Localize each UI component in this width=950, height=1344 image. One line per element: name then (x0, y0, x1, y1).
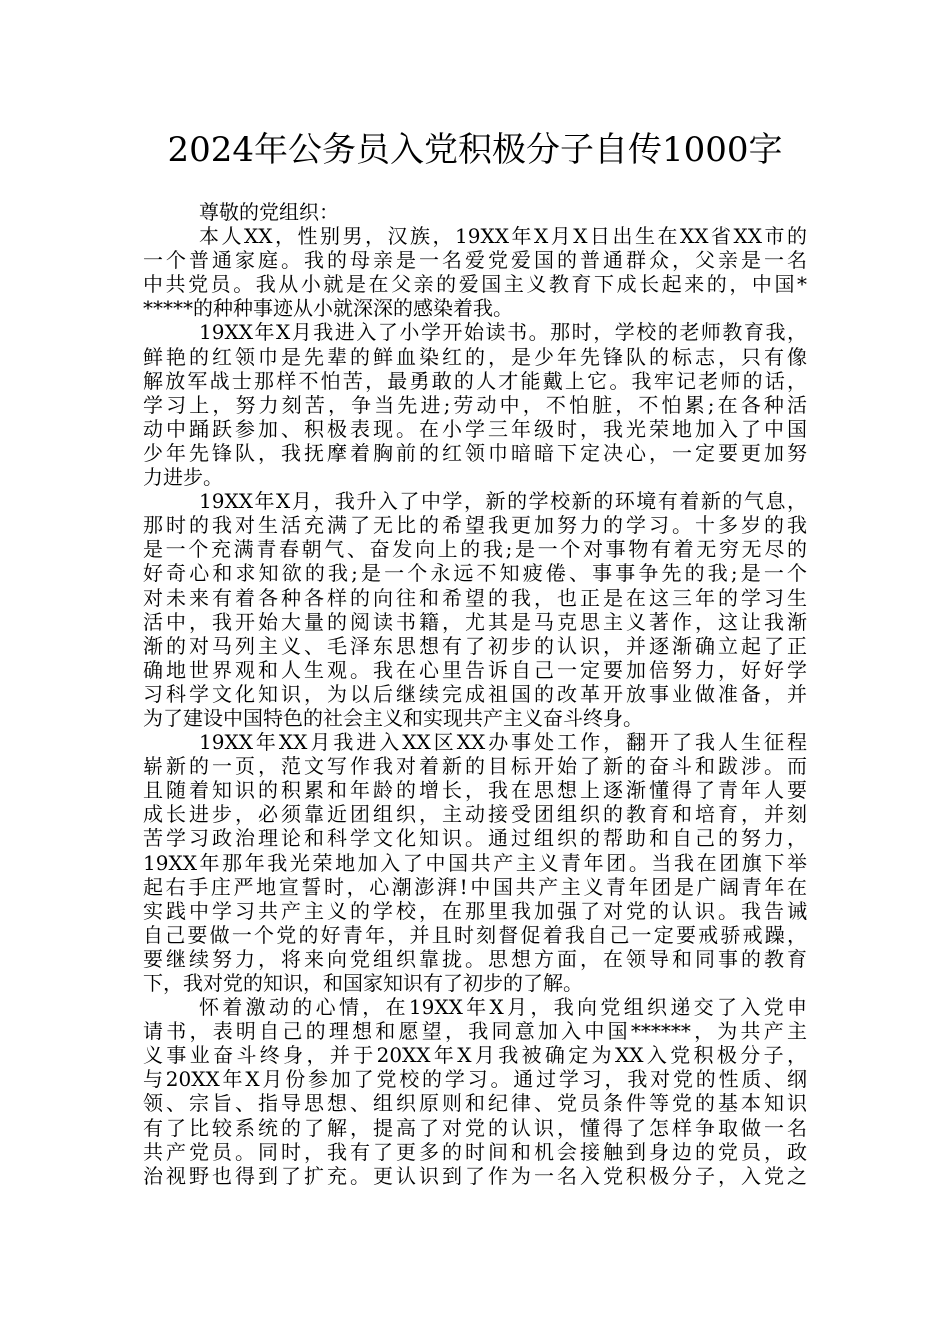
text-line: 为了建设中国特色的社会主义和实现共产主义奋斗终身。 (143, 705, 643, 730)
text-line: 学习上，努力刻苦，争当先进;劳动中，不怕脏，不怕累;在各种活 (143, 392, 807, 417)
text-line: 好奇心和求知欲的我;是一个永远不知疲倦、事事争先的我;是一个 (143, 561, 807, 586)
text-line: 一个普通家庭。我的母亲是一名爱党爱国的普通群众，父亲是一名 (143, 248, 807, 273)
text-line: 治视野也得到了扩充。更认识到了作为一名入党积极分子，入党之 (143, 1163, 807, 1188)
document-body (143, 200, 807, 1188)
text-line: 是一个充满青春朝气、奋发向上的我;是一个对事物有着无穷无尽的 (143, 537, 807, 562)
text-line: 本人XX，性别男，汉族，19XX年X月X日出生在XX省XX市的 (199, 224, 807, 249)
text-line: 下，我对党的知识，和国家知识有了初步的了解。 (143, 971, 583, 995)
text-line: 怀着激动的心情，在19XX年X月，我向党组织递交了入党申 (199, 995, 807, 1020)
text-line: 自己要做一个党的好青年，并且时刻督促着我自己一定要戒骄戒躁， (143, 922, 807, 947)
text-line: 活中，我开始大量的阅读书籍，尤其是马克思主义著作，这让我渐 (143, 609, 807, 634)
text-line: 有了比较系统的了解，提高了对党的认识，懂得了怎样争取做一名 (143, 1115, 807, 1140)
text-line: 那时的我对生活充满了无比的希望我更加努力的学习。十多岁的我 (143, 513, 807, 538)
text-line: 苦学习政治理论和科学文化知识。通过组织的帮助和自己的努力， (143, 826, 807, 851)
text-line: 19XX年那年我光荣地加入了中国共产主义青年团。当我在团旗下举 (143, 850, 807, 875)
text-line: *****的种种事迹从小就深深的感染着我。 (143, 296, 513, 321)
text-line: 对未来有着各种各样的向往和希望的我，也正是在这三年的学习生 (143, 585, 807, 610)
text-line: 19XX年XX月我进入XX区XX办事处工作，翻开了我人生征程 (199, 730, 807, 755)
text-line: 尊敬的党组织： (199, 200, 339, 224)
text-line: 19XX年X月，我升入了中学，新的学校新的环境有着新的气息， (199, 489, 807, 514)
text-line: 解放军战士那样不怕苦，最勇敢的人才能戴上它。我牢记老师的话， (143, 368, 807, 393)
text-line: 19XX年X月我进入了小学开始读书。那时，学校的老师教育我， (199, 320, 807, 345)
text-line: 且随着知识的积累和年龄的增长，我在思想上逐渐懂得了青年人要 (143, 778, 807, 803)
text-line: 渐的对马列主义、毛泽东思想有了初步的认识，并逐渐确立起了正 (143, 633, 807, 658)
text-line: 力进步。 (143, 465, 223, 490)
text-line: 崭新的一页，范文写作我对着新的目标开始了新的奋斗和跋涉。而 (143, 754, 807, 779)
text-line: 鲜艳的红领巾是先辈的鲜血染红的，是少年先锋队的标志，只有像 (143, 344, 807, 369)
text-line: 动中踊跃参加、积极表现。在小学三年级时，我光荣地加入了中国 (143, 416, 807, 441)
text-line: 共产党员。同时，我有了更多的时间和机会接触到身边的党员，政 (143, 1139, 807, 1164)
text-line: 请书，表明自己的理想和愿望，我同意加入中国******，为共产主 (143, 1019, 807, 1044)
text-line: 要继续努力，将来向党组织靠拢。思想方面，在领导和同事的教育 (143, 946, 807, 971)
text-line: 习科学文化知识，为以后继续完成祖国的改革开放事业做准备，并 (143, 681, 807, 706)
text-line: 少年先锋队，我抚摩着胸前的红领巾暗暗下定决心，一定要更加努 (143, 440, 807, 465)
text-line: 中共党员。我从小就是在父亲的爱国主义教育下成长起来的，中国* (143, 272, 807, 297)
document-title: 2024年公务员入党积极分子自传1000字 (167, 130, 783, 170)
text-line: 与20XX年X月份参加了党校的学习。通过学习，我对党的性质、纲 (143, 1067, 807, 1092)
text-line: 义事业奋斗终身，并于20XX年X月我被确定为XX入党积极分子， (143, 1043, 807, 1068)
text-line: 成长进步，必须靠近团组织，主动接受团组织的教育和培育，并刻 (143, 802, 807, 827)
text-line: 领、宗旨、指导思想、组织原则和纪律、党员条件等党的基本知识 (143, 1091, 807, 1116)
text-line: 确地世界观和人生观。我在心里告诉自己一定要加倍努力，好好学 (143, 657, 807, 682)
text-line: 实践中学习共产主义的学校，在那里我加强了对党的认识。我告诫 (143, 898, 807, 923)
text-line: 起右手庄严地宣誓时，心潮澎湃!中国共产主义青年团是广阔青年在 (143, 874, 807, 899)
